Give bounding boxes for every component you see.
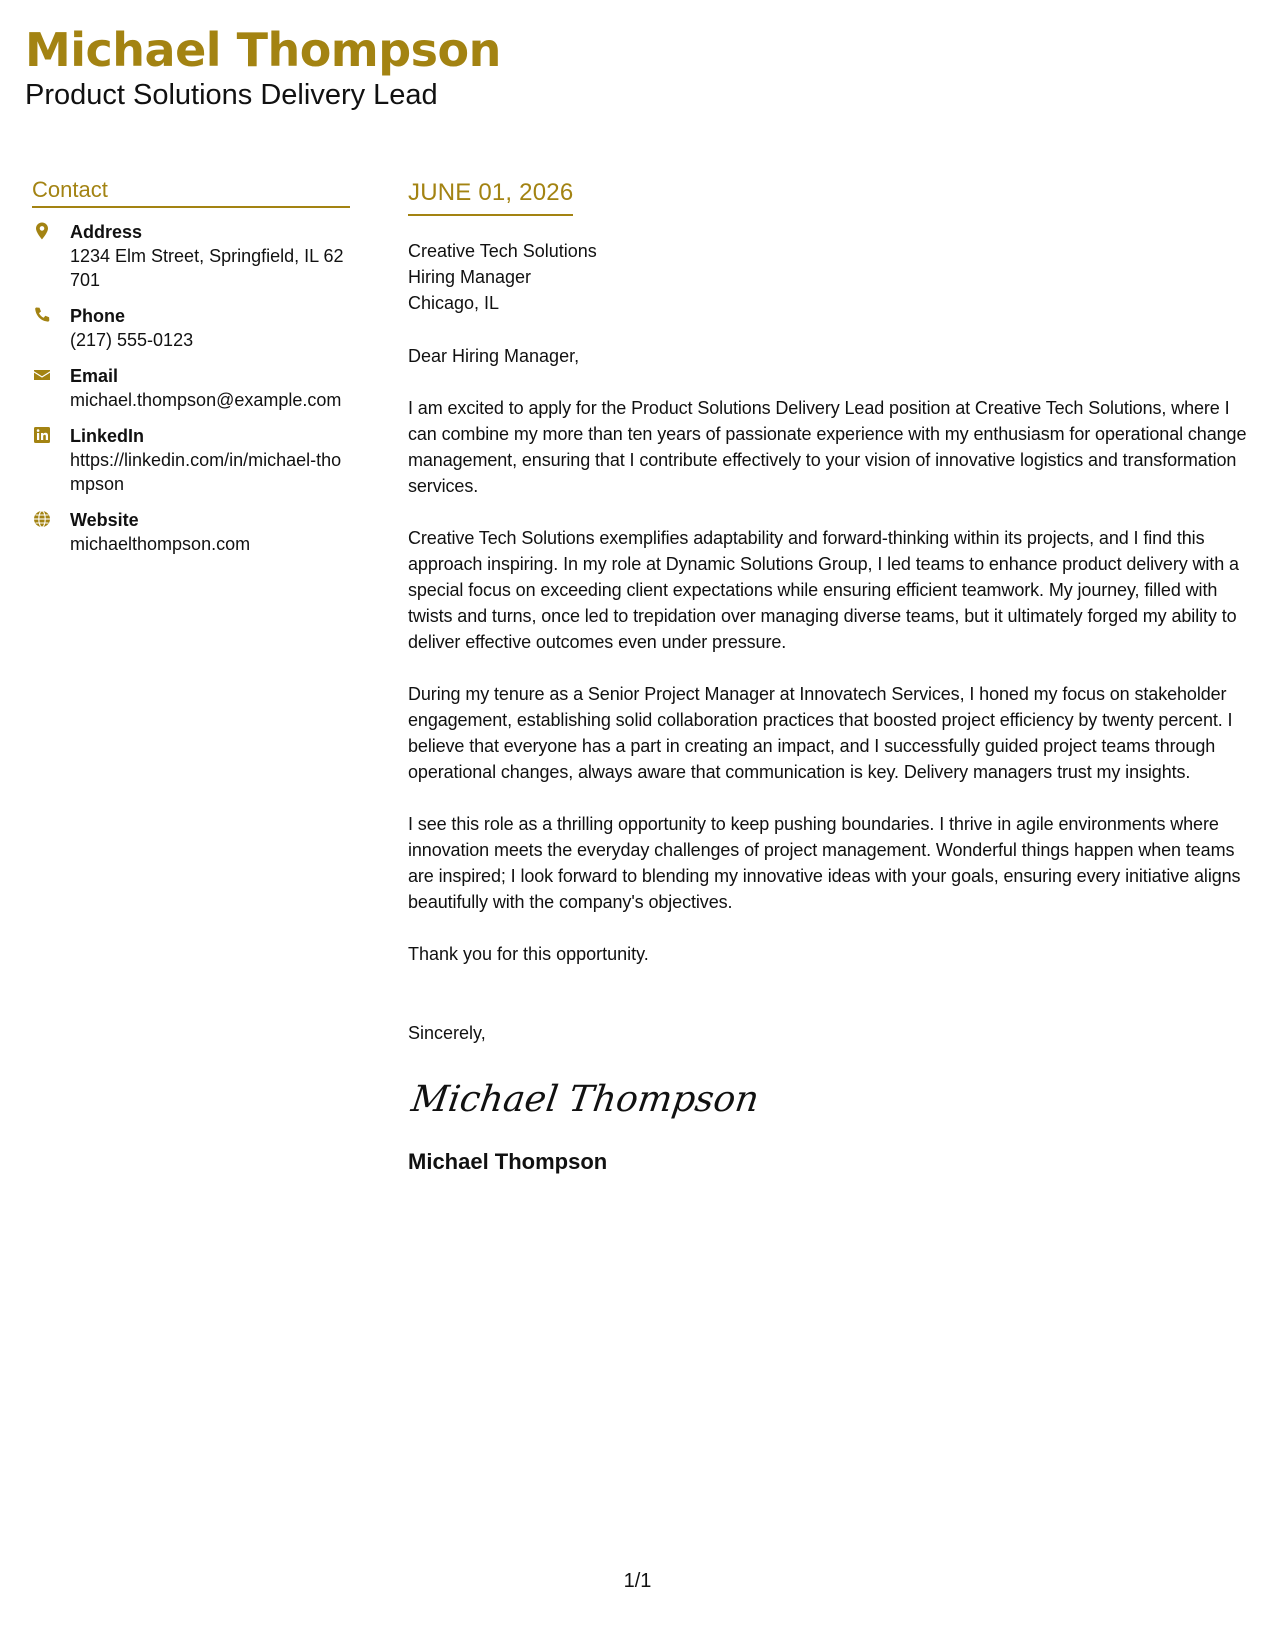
handwritten-signature: Michael Thompson (408, 1079, 762, 1120)
body-paragraph-2: Creative Tech Solutions exemplifies adaptability and forward-thinking within its projects, and I find this approach inspiring. In my role at Dynamic Solutions Group, I led teams to enhance product delivery with a special focus on exceeding client expectations while ensuring efficient teamwork. My journey, filled with twists and turns, once led to trepidation over managing diverse teams, but it ultimately forged my ability to deliver effective outcomes even under pressure. (408, 528, 1239, 652)
contact-heading: Contact (32, 176, 350, 208)
recipient-role: Hiring Manager (408, 267, 532, 287)
contact-label-website: Website (70, 510, 139, 530)
salutation: Dear Hiring Manager, (408, 346, 580, 366)
recipient-company: Creative Tech Solutions (408, 241, 597, 261)
contact-item-address (32, 220, 350, 292)
map-marker-icon (32, 221, 52, 241)
contact-value-phone[interactable]: (217) 555-0123 (70, 330, 194, 350)
page-number: 1/1 (623, 1570, 652, 1592)
contact-label-email: Email (70, 366, 119, 386)
contact-item-email (32, 364, 350, 412)
recipient-block (408, 238, 1253, 316)
contact-value-email[interactable]: michael.thompson@example.com (70, 390, 342, 410)
applicant-job-title: Product Solutions Delivery Lead (25, 79, 438, 111)
linkedin-icon (32, 425, 52, 445)
contact-sidebar (32, 176, 350, 568)
contact-value-website[interactable]: michaelthompson.com (70, 534, 251, 554)
body-paragraph-1: I am excited to apply for the Product Solutions Delivery Lead position at Creative Tech Solutions, where I can combine my more than ten years of passionate experience with my enthusiasm for operational change management, ensuring that I contribute effectively to your vision of innovative logistics and transformation services. (408, 398, 1247, 496)
signed-name: Michael Thompson (408, 1149, 608, 1174)
letter-header (25, 22, 501, 112)
closing-thanks: Thank you for this opportunity. (408, 944, 649, 964)
contact-value-linkedin[interactable]: https://linkedin.com/in/michael-thompson (70, 450, 342, 494)
phone-icon (32, 305, 52, 325)
contact-value-address: 1234 Elm Street, Springfield, IL 62701 (70, 246, 344, 290)
contact-item-linkedin (32, 424, 350, 496)
contact-label-linkedin: LinkedIn (70, 426, 145, 446)
contact-label-phone: Phone (70, 306, 126, 326)
contact-label-address: Address (70, 222, 143, 242)
envelope-icon (32, 365, 52, 385)
closing-phrase: Sincerely, (408, 1023, 486, 1043)
recipient-location: Chicago, IL (408, 293, 500, 313)
letter-date: JUNE 01, 2026 (408, 178, 573, 216)
body-paragraph-4: I see this role as a thrilling opportunity to keep pushing boundaries. I thrive in agile environments where innovation meets the everyday challenges of project management. Wonderful things happen when teams are inspired; I look forward to blending my innovative ideas with your goals, ensuring every initiative aligns beautifully with the company's objectives. (408, 814, 1241, 912)
applicant-name: Michael Thompson (25, 23, 501, 77)
letter-body (408, 178, 1253, 1176)
globe-icon (32, 509, 52, 529)
contact-item-website (32, 508, 350, 556)
contact-item-phone (32, 304, 350, 352)
body-paragraph-3: During my tenure as a Senior Project Manager at Innovatech Services, I honed my focus on stakeholder engagement, establishing solid collaboration practices that boosted project efficiency by twenty percent. I believe that everyone has a part in creating an impact, and I successfully guided project teams through operational changes, always aware that communication is key. Delivery managers trust my insights. (408, 684, 1233, 782)
